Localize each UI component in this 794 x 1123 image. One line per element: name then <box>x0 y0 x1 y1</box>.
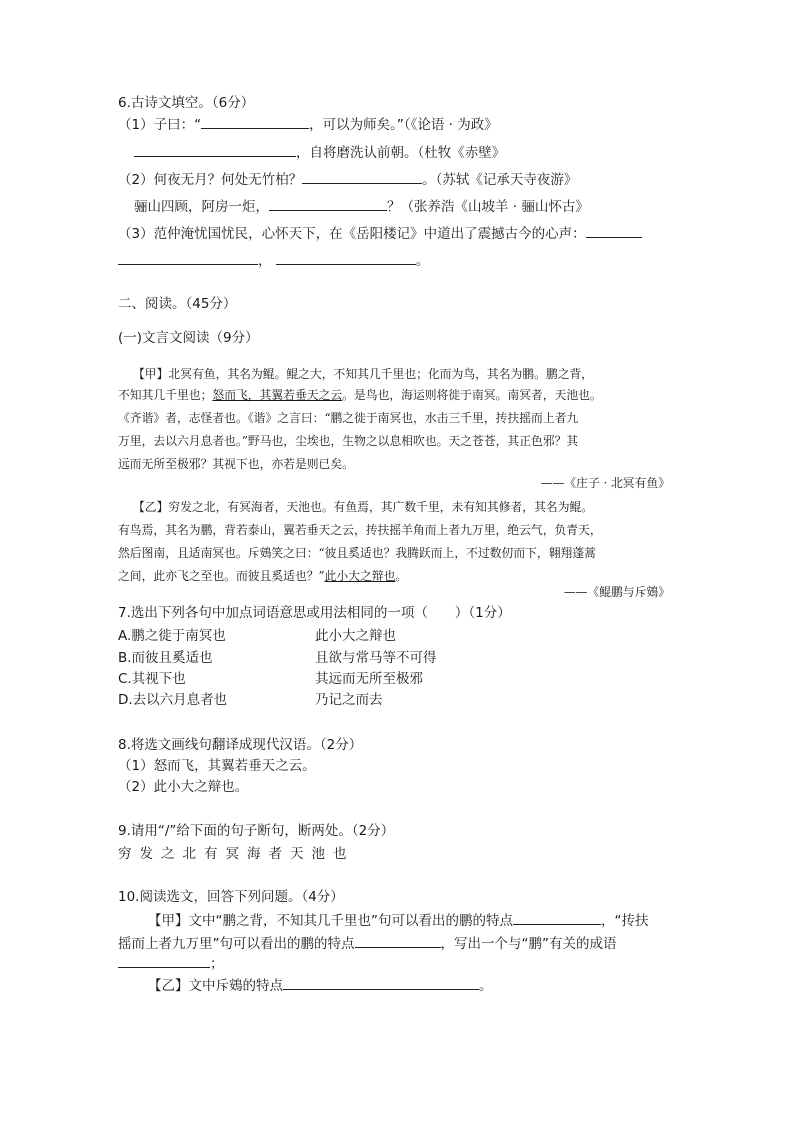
q7-option-c-left: C.其视下也 <box>118 671 186 687</box>
q7-option-d-right: 乃记之而去 <box>315 692 383 708</box>
q10-l4-end: 。 <box>479 978 493 994</box>
q7-option-a-left: A.鹏之徙于南冥也 <box>118 628 226 644</box>
q10-line-2 <box>118 933 617 954</box>
q10-blank-2[interactable] <box>355 933 441 948</box>
passage-a-underline: 怒而飞，其翼若垂天之云 <box>212 388 343 402</box>
passage-a-line-2 <box>118 385 602 405</box>
q10-l1-suffix: ，“抟扶 <box>601 913 649 929</box>
section-2-title: 二、阅读。（45分） <box>118 296 237 312</box>
q6-blank-2[interactable] <box>134 142 296 157</box>
q10-l1-prefix: 【甲】文中“鹏之背，不知其几千里也”句可以看出的鹏的特点 <box>148 913 513 929</box>
q10-l2-prefix: 摇而上者九万里”句可以看出的鹏的特点 <box>118 936 355 952</box>
q10-line-1 <box>148 910 649 931</box>
q7-option-b[interactable] <box>118 648 213 668</box>
q6-l2-suffix: ，自将磨洗认前朝。（杜牧《赤壁》 <box>296 145 506 161</box>
passage-b-line-2: 有鸟焉，其名为鹏，背若泰山，翼若垂天之云，抟扶摇羊角而上者九万里，绝云气，负青天， <box>118 523 602 537</box>
q10-line-4 <box>148 975 493 996</box>
q10-blank-4[interactable] <box>283 975 479 990</box>
passage-b-underline: 此小大之辩也 <box>324 569 396 583</box>
q6-blank-7[interactable] <box>276 250 416 265</box>
q9-sentence: 穷发之北有冥海者天池也 <box>118 846 355 862</box>
q6-blank-1[interactable] <box>201 114 309 129</box>
q6-blank-4[interactable] <box>269 196 387 211</box>
q6-line-6 <box>118 250 429 271</box>
q6-l3-prefix: （2）何夜无月？何处无竹柏？ <box>118 172 303 188</box>
passage-a-line-4: 万里，去以六月息者也。”野马也，尘埃也，生物之以息相吹也。天之苍苍，其正色邪？其 <box>118 434 579 448</box>
q6-line-4 <box>134 196 589 217</box>
q6-line-5 <box>118 223 642 244</box>
q8-title: 8.将选文画线句翻译成现代汉语。（2分） <box>118 737 363 753</box>
q10-title: 10.阅读选文，回答下列问题。（4分） <box>118 889 344 905</box>
q6-l4-prefix: 骊山四顾，阿房一炬， <box>134 199 269 215</box>
q6-blank-5[interactable] <box>586 223 642 238</box>
passage-a-source: ——《庄子 · 北冥有鱼》 <box>540 476 670 490</box>
q6-blank-6[interactable] <box>118 250 258 265</box>
q7-option-c-right: 其远而无所至极邪 <box>315 671 423 687</box>
q10-l2-suffix: ，写出一个与“鹏”有关的成语 <box>440 936 617 952</box>
q6-line-2 <box>134 142 505 163</box>
passage-b-line-4 <box>118 566 407 586</box>
q10-l4-prefix: 【乙】文中斥鴳的特点 <box>148 978 283 994</box>
q6-l3-suffix: 。（苏轼《记承天寺夜游》 <box>422 172 578 188</box>
section-2-subtitle: (一)文言文阅读（9分） <box>118 330 259 346</box>
q9-title: 9.请用“/”给下面的句子断句，断两处。（2分） <box>118 823 395 839</box>
q6-l6-comma: ， <box>258 253 272 269</box>
q8-item-1: （1）怒而飞，其翼若垂天之云。 <box>118 758 316 774</box>
passage-b-line-1: 【乙】穷发之北，有冥海者，天池也。有鱼焉，其广数千里，未有知其修者，其名为鲲。 <box>133 500 594 514</box>
q7-option-d[interactable] <box>118 690 227 710</box>
q6-l1-suffix: ，可以为师矣。”（《论语 · 为政》 <box>309 117 498 133</box>
q6-l5-prefix: （3）范仲淹忧国忧民，心怀天下，在《岳阳楼记》中道出了震撼古今的心声： <box>118 226 586 242</box>
passage-b-l4-text: 之间，此亦飞之至也。而彼且奚适也？” <box>118 569 325 583</box>
passage-a-l2-part1: 不知其几千里也； <box>118 388 213 402</box>
q6-line-3 <box>118 169 577 190</box>
q10-blank-3[interactable] <box>118 953 210 968</box>
q7-option-a[interactable] <box>118 626 226 646</box>
passage-b-source: ——《鲲鹏与斥鴳》 <box>563 585 670 599</box>
q10-l3-end: ； <box>210 956 224 972</box>
q6-l1-prefix: （1）子曰：“ <box>118 117 202 133</box>
passage-a-line-1: 【甲】北冥有鱼，其名为鲲。鲲之大，不知其几千里也；化而为鸟，其名为鹏。鹏之背， <box>133 367 594 381</box>
q10-blank-1[interactable] <box>513 910 601 925</box>
q10-line-3 <box>118 953 224 974</box>
q6-title: 6.古诗文填空。（6分） <box>118 95 255 111</box>
q8-item-2: （2）此小大之辩也。 <box>118 779 249 795</box>
q7-option-d-left: D.去以六月息者也 <box>118 692 228 708</box>
q6-blank-3[interactable] <box>302 169 422 184</box>
q6-l6-end: 。 <box>415 253 430 269</box>
q7-option-b-left: B.而彼且奚适也 <box>118 650 213 666</box>
passage-a-l2-part2: 。是鸟也，海运则将徙于南冥。南冥者，天池也。 <box>342 388 602 402</box>
q6-line-1 <box>118 114 498 135</box>
q7-option-a-right: 此小大之辩也 <box>315 628 396 644</box>
q7-option-b-right: 且欲与常马等不可得 <box>315 650 437 666</box>
q7-option-c[interactable] <box>118 669 186 689</box>
passage-a-line-5: 远而无所至极邪？其视下也，亦若是则已矣。 <box>118 457 354 471</box>
passage-a-line-3: 《齐谐》者，志怪者也。《谐》之言曰：“鹏之徙于南冥也，水击三千里，抟扶摇而上者九 <box>118 411 579 425</box>
q6-l4-suffix: ？（张养浩《山坡羊 · 骊山怀古》 <box>387 199 589 215</box>
passage-b-l4-end: 。 <box>395 569 408 583</box>
passage-b-line-3: 然后图南，且适南冥也。斥鴳笑之曰：“彼且奚适也？我腾跃而上，不过数仞而下，翱翔蓬蒿 <box>118 546 596 560</box>
q7-title: 7.选出下列各句中加点词语意思或用法相同的一项（ ）（1分） <box>118 605 511 621</box>
